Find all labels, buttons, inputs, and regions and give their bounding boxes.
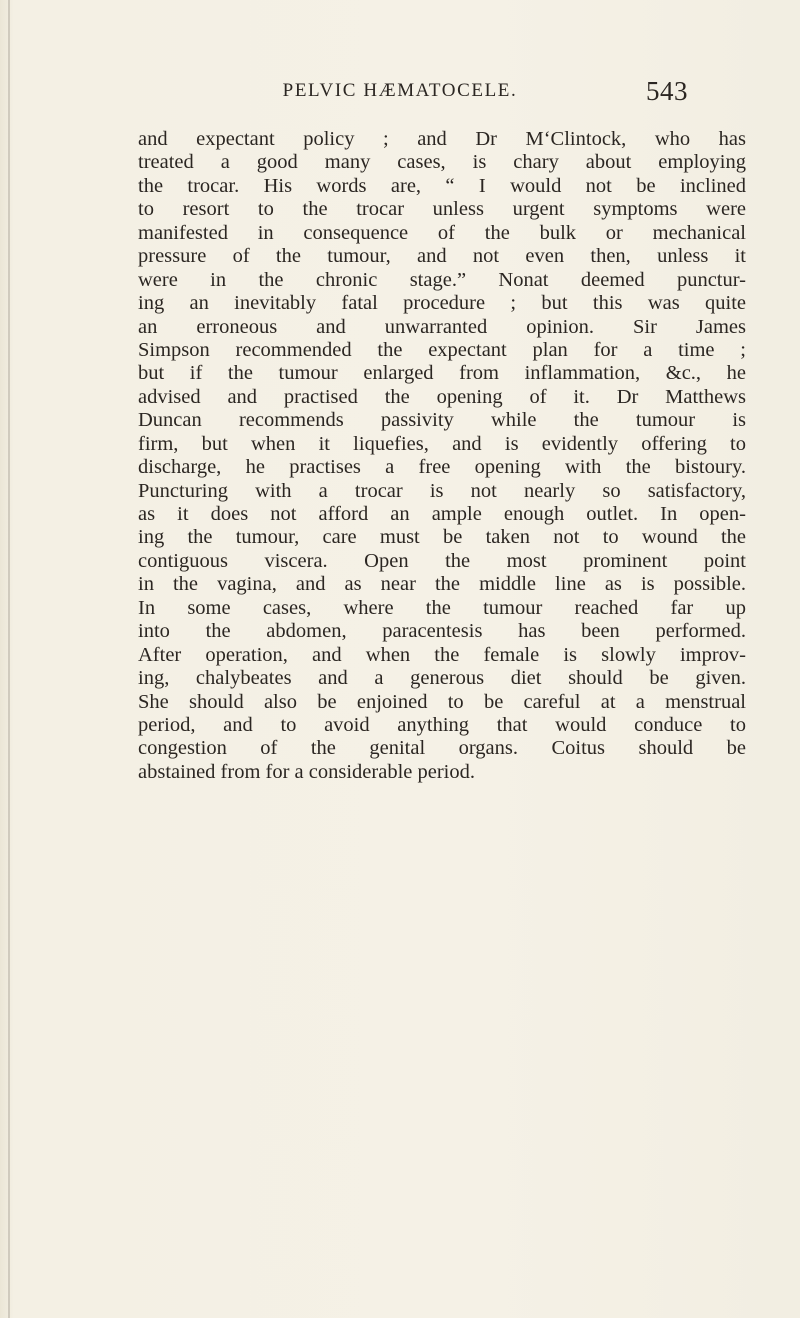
body-paragraph — [138, 128, 746, 784]
text-line: but if the tumour enlarged from inflammation, &c., he — [138, 362, 746, 385]
text-line: She should also be enjoined to be careful at a menstrual — [138, 690, 746, 713]
text-line: contiguous viscera. Open the most prominent point — [138, 549, 746, 572]
text-line: in the vagina, and as near the middle line as is possible. — [138, 573, 746, 596]
text-line: Duncan recommends passivity while the tumour is — [138, 409, 746, 432]
text-line: manifested in consequence of the bulk or mechanical — [138, 221, 746, 244]
page-number: 543 — [646, 76, 688, 106]
text-line: treated a good many cases, is chary about employing — [138, 151, 746, 174]
text-line: Simpson recommended the expectant plan for a time ; — [138, 338, 746, 361]
text-line: ing an inevitably fatal procedure ; but this was quite — [138, 292, 746, 315]
text-line: congestion of the genital organs. Coitus should be — [138, 737, 746, 760]
text-line: and expectant policy ; and Dr M‘Clintock, who has — [138, 128, 746, 150]
running-title: PELVIC HÆMATOCELE. — [282, 80, 518, 101]
text-line: discharge, he practises a free opening with the bistoury. — [138, 456, 746, 479]
text-line: Puncturing with a trocar is not nearly so satisfactory, — [138, 479, 746, 502]
text-line: the trocar. His words are, “ I would not be inclined — [138, 174, 746, 197]
text-line: were in the chronic stage.” Nonat deemed punctur- — [138, 268, 746, 291]
text-line: pressure of the tumour, and not even then, unless it — [138, 245, 746, 268]
text-line: advised and practised the opening of it. Dr Matthews — [138, 385, 746, 408]
text-line: to resort to the trocar unless urgent symptoms were — [138, 198, 746, 221]
page-header — [0, 74, 800, 114]
text-line: period, and to avoid anything that would conduce to — [138, 713, 746, 736]
text-line: After operation, and when the female is slowly improv- — [138, 643, 746, 666]
text-line: as it does not afford an ample enough outlet. In open- — [138, 503, 746, 525]
page-edge — [8, 0, 10, 1318]
text-line: an erroneous and unwarranted opinion. Sir James — [138, 315, 746, 338]
text-line: abstained from for a considerable period. — [138, 760, 475, 783]
text-line: ing the tumour, care must be taken not to wound the — [138, 526, 746, 549]
text-line: firm, but when it liquefies, and is evidently offering to — [138, 432, 746, 455]
text-line: into the abdomen, paracentesis has been performed. — [138, 620, 746, 643]
text-line: ing, chalybeates and a generous diet should be given. — [138, 667, 746, 690]
text-line: In some cases, where the tumour reached far up — [138, 596, 746, 619]
